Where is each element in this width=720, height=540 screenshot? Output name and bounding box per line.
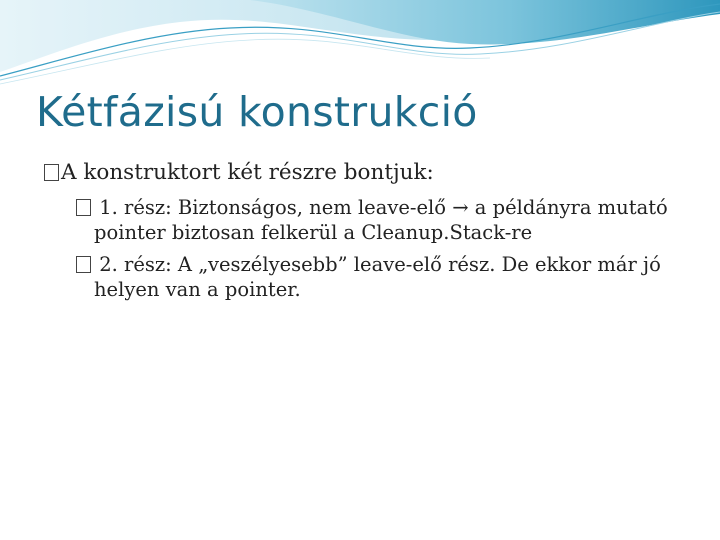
sub-bullet-point-2 <box>44 252 694 302</box>
bullet-list <box>44 158 694 302</box>
main-bullet-text: A konstruktort két részre bontjuk: <box>61 160 434 185</box>
sub-bullet-1-text-a: 1. rész: Biztonságos, nem leave-elő <box>99 196 447 219</box>
missing-glyph-box-icon <box>76 256 91 273</box>
sub-bullet-2-text: 2. rész: A „veszélyesebb” leave-elő rész. De ekkor már jó helyen van a pointer. <box>94 253 661 301</box>
sub-bullet-1-text-b: a példányra mutató pointer biztosan felkerül a Cleanup.Stack-re <box>94 196 668 244</box>
main-bullet-point <box>44 158 694 188</box>
right-arrow-icon: → <box>452 196 469 219</box>
header-wave-decoration <box>0 0 720 90</box>
slide-title: Kétfázisú konstrukció <box>36 88 478 136</box>
missing-glyph-box-icon <box>76 199 91 216</box>
missing-glyph-box-icon <box>44 164 59 181</box>
sub-bullet-point-1 <box>44 195 694 245</box>
